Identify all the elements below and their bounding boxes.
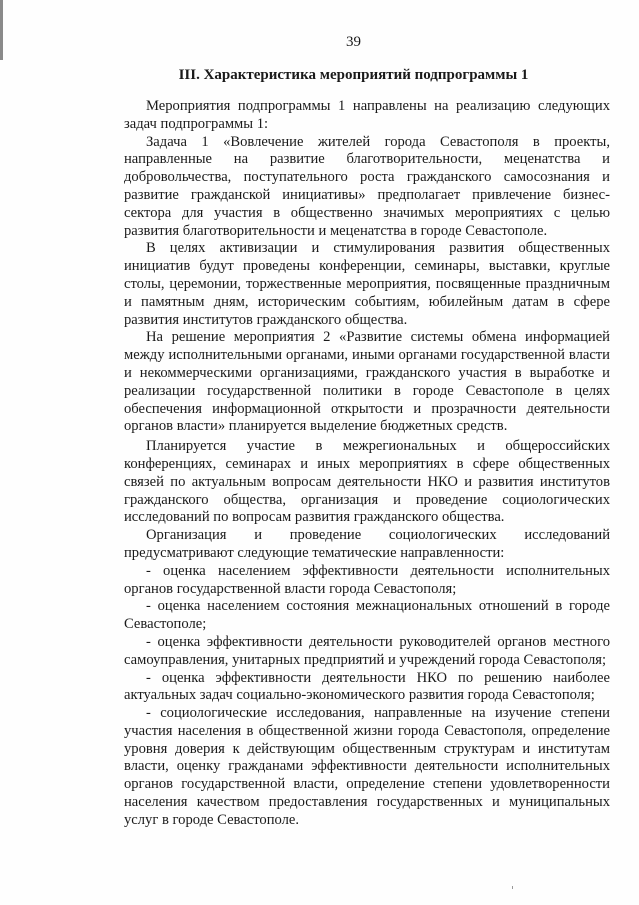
list-item-research-5: - социологические исследования, направленные на изучение степени участия населения в общественной жизни города Севастополя, определение уровня доверия к действующим общественным структурам и институтам власти, оценку гражданами эффективности деятельности исполнительных органов государственной власти, определение степени удовлетворенности населения качеством предоставления государственных и муниципальных услуг в городе Севастополе. xyxy=(124,705,610,828)
page-number: 39 xyxy=(346,34,361,50)
paragraph-event-2: На решение мероприятия 2 «Развитие системы обмена информацией между исполнительными органами, иными органами государственной власти и некоммерческими организациями, гражданского участия в выработке и реализации государственной политики в городе Севастополе в целях обеспечения информационной открытости и прозрачности деятельности органов власти» планируется выделение бюджетных средств. xyxy=(124,329,610,435)
paragraph-participation: Планируется участие в межрегиональных и общероссийских конференциях, семинарах и иных мероприятиях в сфере общественных связей по актуальным вопросам деятельности НКО и развития институтов гражданского общества, организация и проведение социологических исследований по вопросам развития гражданского общества. xyxy=(124,438,610,526)
paragraph-task-1: Задача 1 «Вовлечение жителей города Севастополя в проекты, направленные на развитие благотворительности, меценатства и добровольчества, поступательного роста гражданского самосознания и развитие гражданской инициативы» предполагает привлечение бизнес-сектора для участия в общественно значимых мероприятиях с целью развития благотворительности и меценатства в городе Севастополе. xyxy=(124,133,610,239)
paragraph-intro: Мероприятия подпрограммы 1 направлены на реализацию следующих задач подпрограммы 1: xyxy=(124,98,610,132)
list-item-research-3: - оценка эффективности деятельности руководителей органов местного самоуправления, унитарных предприятий и учреждений города Севастополя; xyxy=(124,633,610,668)
section-title: III. Характеристика мероприятий подпрограммы 1 xyxy=(178,67,529,83)
paragraph-activation: В целях активизации и стимулирования развития общественных инициатив будут проведены конференции, семинары, выставки, круглые столы, церемонии, торжественные мероприятия, посвященные праздничным и памятным дням, историческим событиям, юбилейным датам в сфере развития институтов гражданского общества. xyxy=(124,240,610,328)
document-body xyxy=(124,98,610,830)
scan-artifact xyxy=(512,886,513,889)
list-item-research-2: - оценка населением состояния межнациональных отношений в городе Севастополе; xyxy=(124,598,610,633)
paragraph-research-intro: Организация и проведение социологических исследований предусматривают следующие тематические направленности: xyxy=(124,527,610,561)
list-item-research-1: - оценка населением эффективности деятельности исполнительных органов государственной власти города Севастополя; xyxy=(124,562,610,597)
list-item-research-4: - оценка эффективности деятельности НКО по решению наиболее актуальных задач социально-экономического развития города Севастополя; xyxy=(124,669,610,704)
scan-edge-mark xyxy=(0,0,3,60)
